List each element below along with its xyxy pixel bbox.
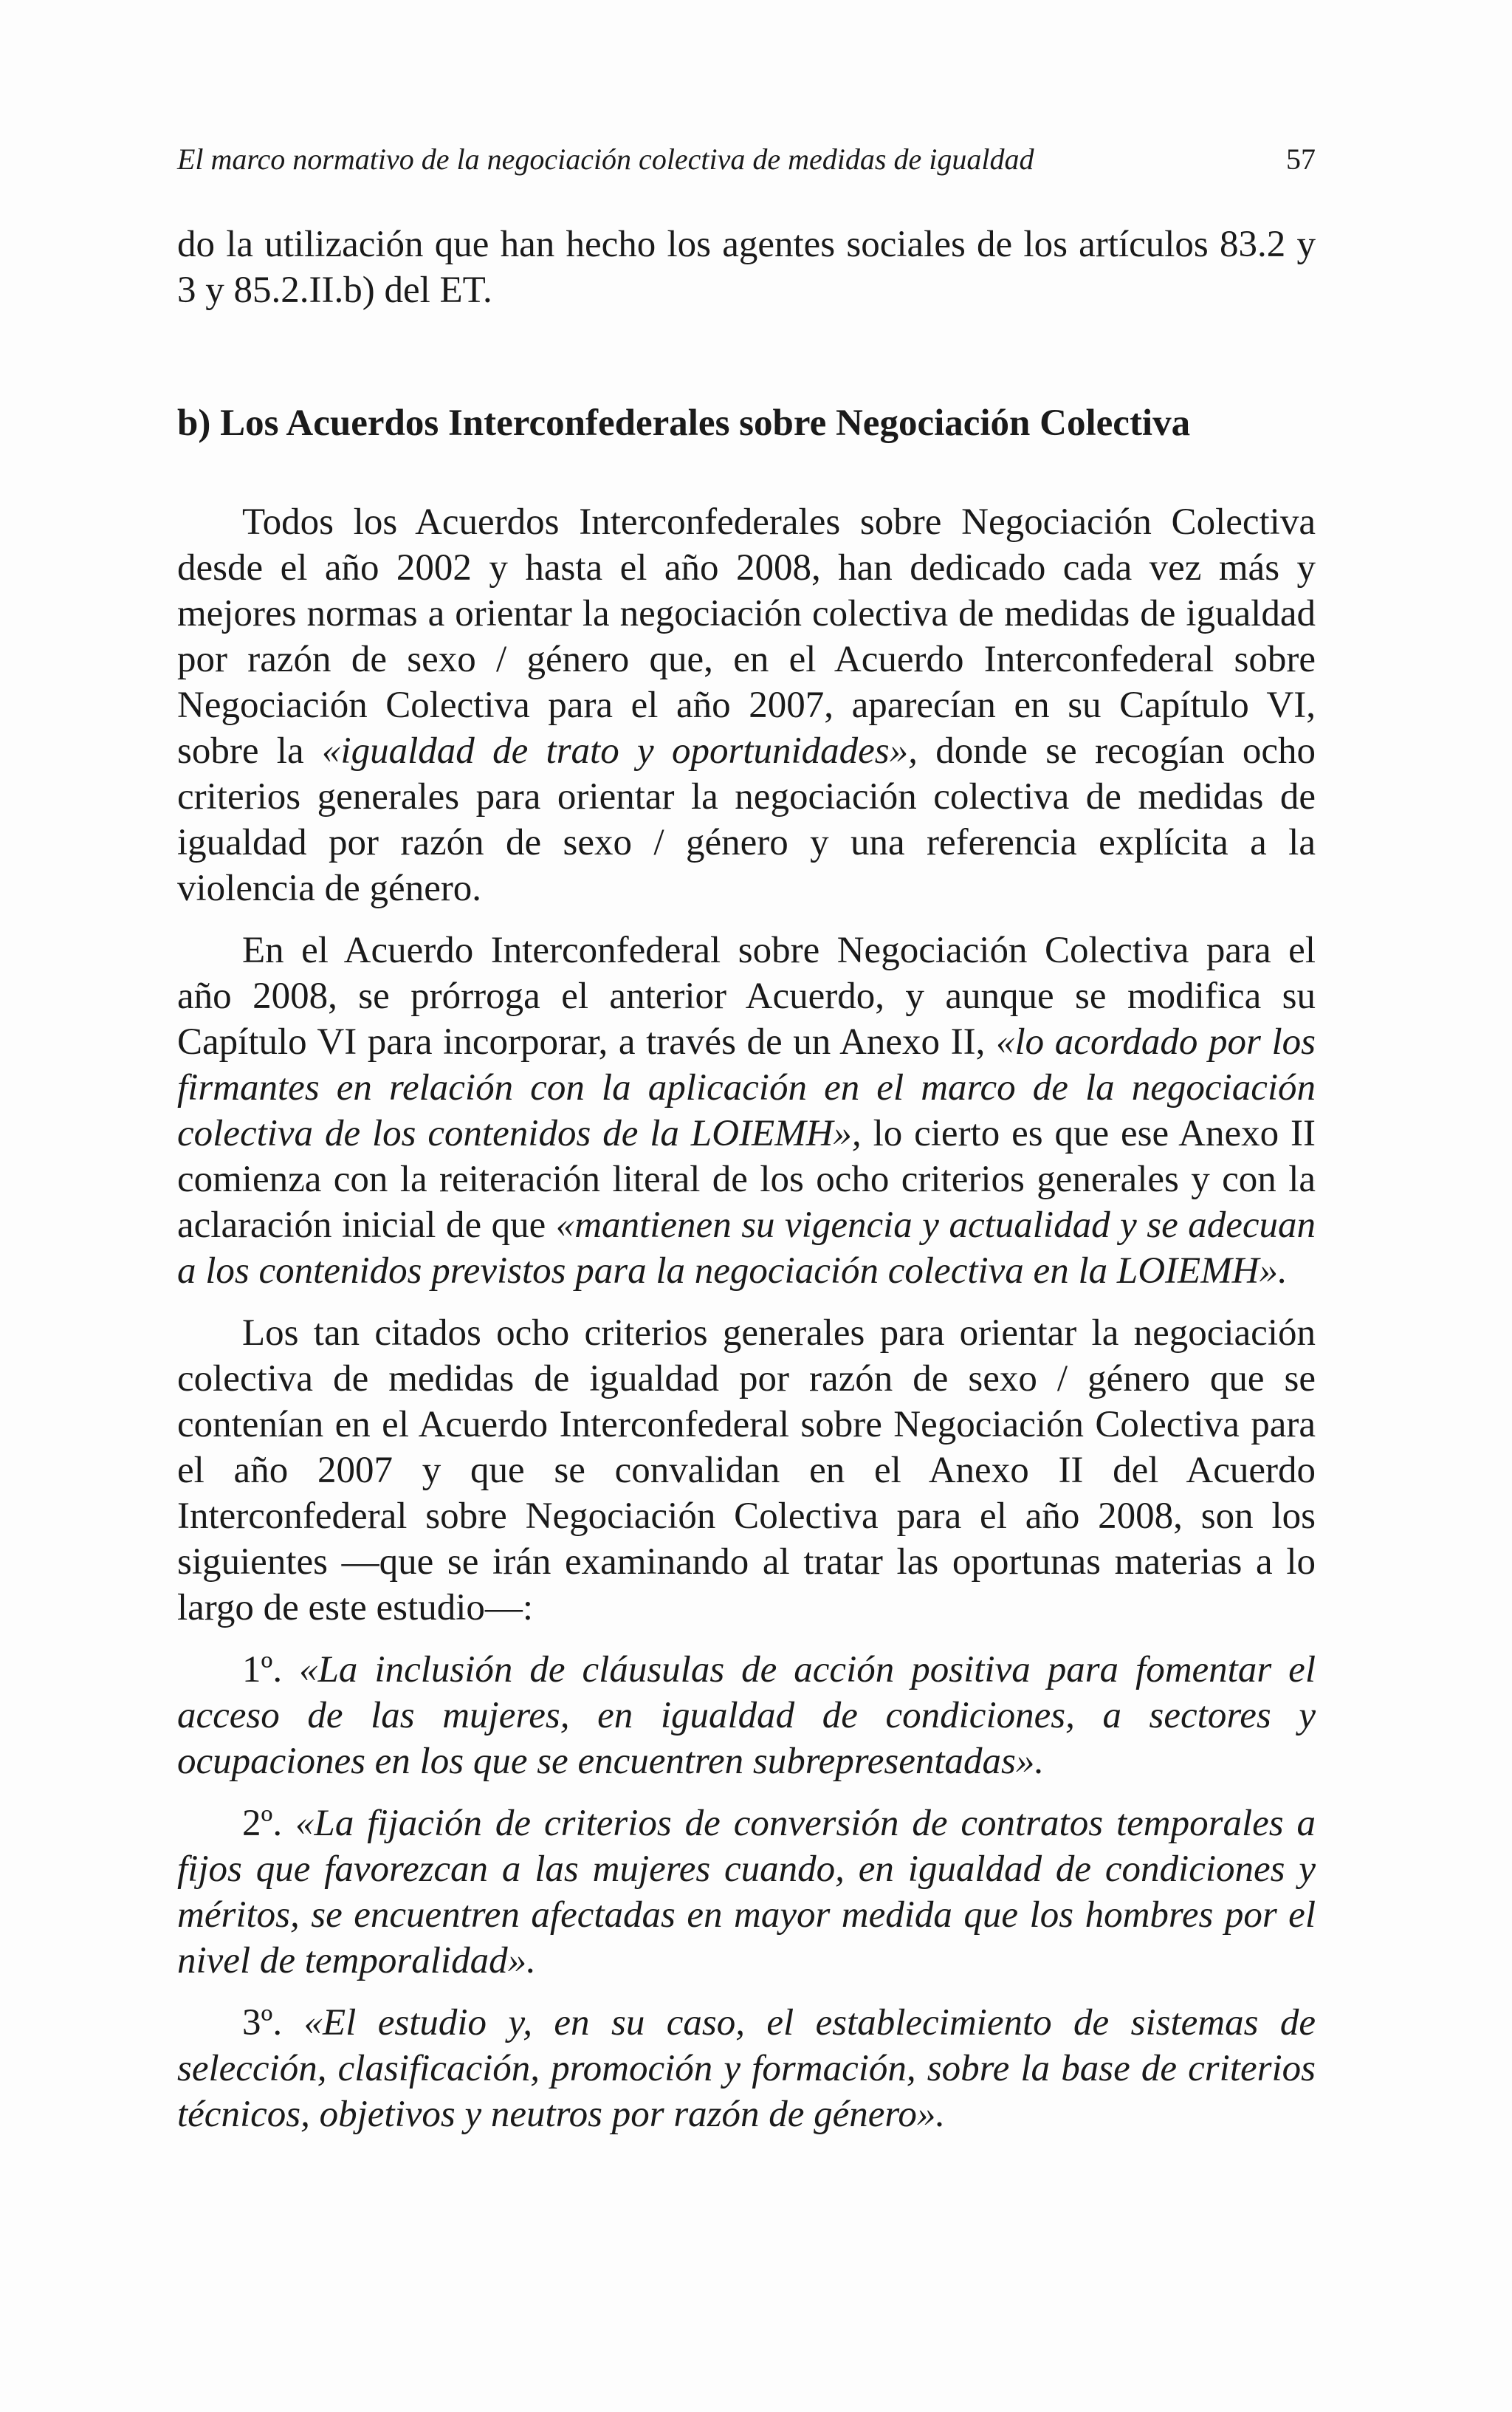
running-header [177,137,1316,182]
paragraph-text: lo cierto es que ese Anexo II comienza con la reiteración literal de los ocho criterios generales y con la aclaración inicial de que [177,1113,1316,1246]
page-number: 57 [1286,143,1316,176]
paragraph-text: donde se recogían ocho criterios generales para orientar la negociación colectiva de medidas de igualdad por razón de sexo / género y una referencia explícita a la violencia de género. [177,730,1316,909]
criterion-item [177,2000,1316,2137]
paragraph-acuerdos-2002-2008 [177,499,1316,911]
paragraph-ocho-criterios: Los tan citados ocho criterios generales para orientar la negociación colectiva de medidas de igualdad por razón de sexo / género que se contenían en el Acuerdo Interconfederal sobre Negociación Colectiva para el año 2007 y que se convalidan en el Anexo II del Acuerdo Interconfederal sobre Negociación Colectiva para el año 2008, son los siguientes —que se irán examinando al tratar las oportunas materias a lo largo de este estudio—: [177,1312,1316,1628]
criterion-text: «La inclusión de cláusulas de acción positiva para fomentar el acceso de las mujeres, en igualdad de condiciones, a sectores y ocupaciones en los que se encuentren subrepresentadas». [177,1649,1316,1782]
criterion-number: 3º. [242,2002,304,2043]
criterion-text: «El estudio y, en su caso, el establecimiento de sistemas de selección, clasificación, promoción y formación, sobre la base de criterios técnicos, objetivos y neutros por razón de género». [177,2002,1316,2135]
criterion-item [177,1647,1316,1784]
criterion-text: «La fijación de criterios de conversión de contratos temporales a fijos que favorezcan a las mujeres cuando, en igualdad de condiciones y méritos, se encuentren afectadas en mayor medida que los hombres por el nivel de temporalidad». [177,1803,1316,1981]
quoted-phrase: «mantienen su vigencia y actualidad y se adecuan a los contenidos previstos para la negociación colectiva en la LOIEMH». [177,1205,1316,1292]
quoted-phrase: «lo acordado por los firmantes en relación con la aplicación en el marco de la negociación colectiva de los contenidos de la LOIEMH», [177,1021,1316,1154]
criterion-item [177,1801,1316,1984]
criterion-number: 1º. [242,1649,300,1690]
continuation-paragraph: do la utilización que han hecho los agentes sociales de los artículos 83.2 y 3 y 85.2.II.b) del ET. [177,224,1316,311]
section-heading: b) Los Acuerdos Interconfederales sobre Negociación Colectiva [177,402,1191,444]
body-text [177,222,1316,2137]
criterion-number: 2º. [242,1803,295,1844]
quoted-phrase: «igualdad de trato y oportunidades», [321,730,918,772]
running-title: El marco normativo de la negociación colectiva de medidas de igualdad [177,143,1034,176]
paragraph-acuerdo-2008 [177,928,1316,1294]
paragraph-text: Todos los Acuerdos Interconfederales sobre Negociación Colectiva desde el año 2002 y hasta el año 2008, han dedicado cada vez más y mejores normas a orientar la negociación colectiva de medidas de igualdad por razón de sexo / género que, en el Acuerdo Interconfederal sobre Negociación Colectiva para el año 2007, aparecían en su Capítulo VI, sobre la [177,501,1316,772]
paragraph-text: En el Acuerdo Interconfederal sobre Negociación Colectiva para el año 2008, se prórroga el anterior Acuerdo, y aunque se modifica su Capítulo VI para incorporar, a través de un Anexo II, [177,930,1316,1063]
